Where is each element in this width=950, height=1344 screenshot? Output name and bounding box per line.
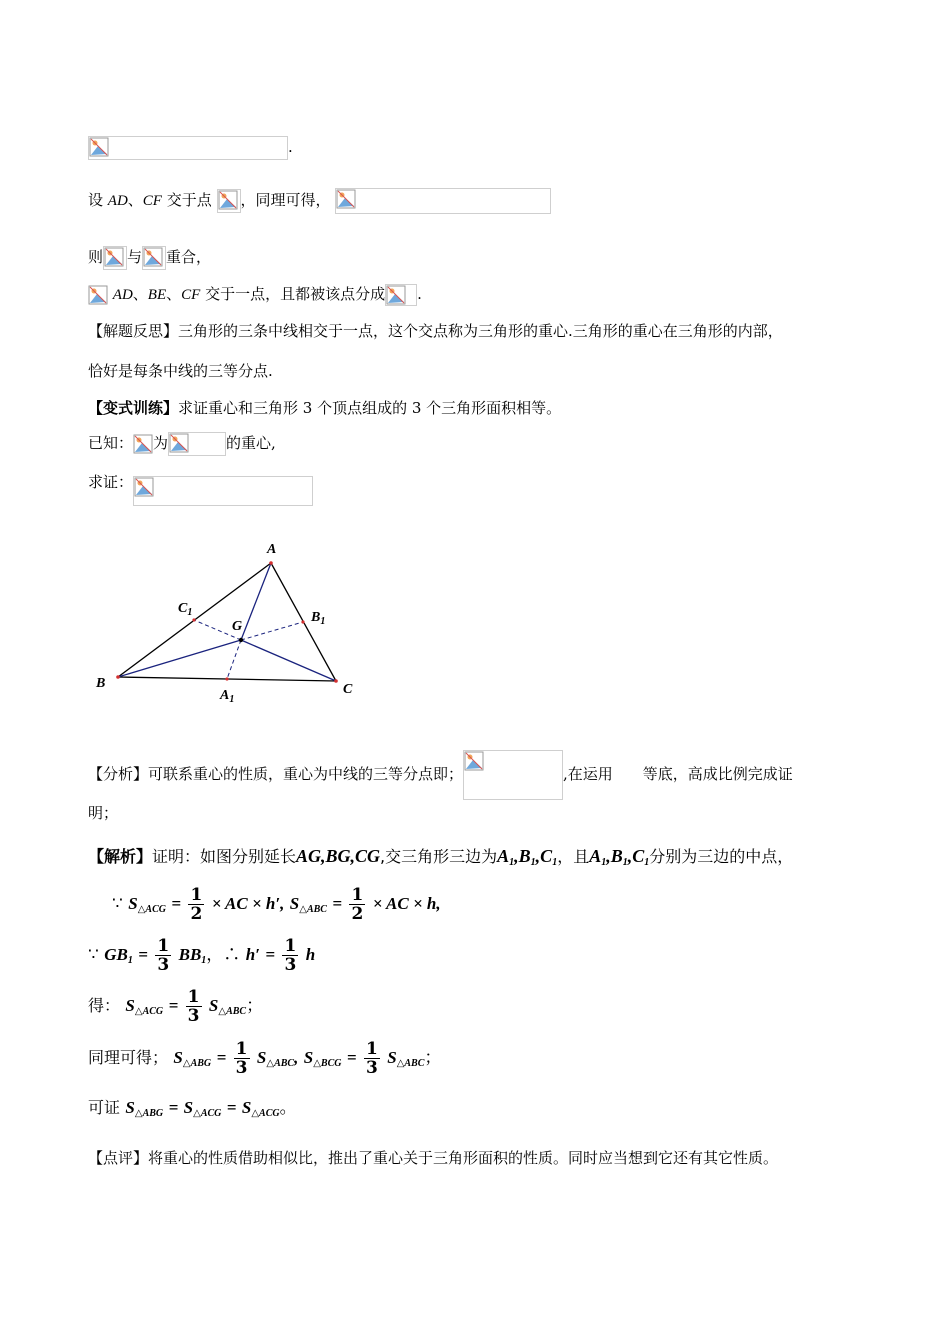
- formula-result: 得： $S_{\triangle ACG}$ = $\frac{1}{3}$ $S_{\triangle ABC}$；: [88, 987, 264, 1026]
- point-c: [334, 679, 338, 683]
- reflection-line-2: 恰好是每条中线的三等分点.: [88, 362, 273, 380]
- broken-image-icon: [168, 432, 226, 456]
- triangle-figure: [90, 535, 370, 715]
- label-a: A: [267, 542, 277, 557]
- point-a1: [225, 677, 228, 680]
- analysis-line-2: 明；: [88, 804, 119, 822]
- given-line: 已知： 为 的重心,: [88, 432, 276, 456]
- label-b: B: [96, 676, 106, 691]
- broken-image-icon: [142, 246, 166, 270]
- formula-gb1: ∵ $GB_1$ = $\frac{1}{3}$ $BB_1$，∴ h′ = $\frac{1}{3}$ h: [88, 936, 316, 975]
- broken-image-icon: [335, 188, 551, 214]
- comment-line: 【点评】将重心的性质借助相似比，推出了重心关于三角形面积的性质。同时应当想到它还有其它性质。: [88, 1149, 779, 1167]
- solution-line: 【解析】证明：如图分别延长AG,BG,CG,交三角形三边为$A_1,B_1,C_1$，且$A_1,B_1,C_1$分别为三边的中点，: [88, 846, 794, 868]
- broken-image-icon: [88, 136, 288, 160]
- point-c1: [192, 618, 195, 621]
- formula-similarly: 同理可得； $S_{\triangle ABG}$ = $\frac{1}{3}$ $S_{\triangle ABC}$, $S_{\triangle BCG}$ = $\frac{1}{3}$ $S_{\triangle ABC}$；: [88, 1039, 442, 1078]
- formula-conclusion: 可证 $S_{\triangle ABG} = S_{\triangle ACG} = S_{\triangle ACG}$。: [88, 1098, 297, 1119]
- label-c: C: [343, 682, 353, 697]
- prove-line: 求证：: [88, 472, 313, 506]
- point-a: [269, 561, 273, 565]
- broken-image-icon: [133, 434, 153, 454]
- variant-training-line: 【变式训练】求证重心和三角形 3 个顶点组成的 3 个三角形面积相等。: [88, 399, 562, 417]
- formula-area-acg: ∵ $S_{\triangle ACG}$ = $\frac{1}{2}$ × AC × h′, $S_{\triangle ABC}$ = $\frac{1}{2}$ × AC × h,: [112, 885, 441, 924]
- analysis-line: 【分析】可联系重心的性质，重心为中线的三等分点即； ,在运用 等底，高成比例完成证: [88, 750, 793, 800]
- point-b1: [301, 620, 304, 623]
- label-a1: $A_1$: [220, 688, 235, 705]
- broken-image-icon: [217, 189, 241, 213]
- reflection-line-1: 【解题反思】三角形的三条中线相交于一点，这个交点称为三角形的重心.三角形的重心在三角形的内部，: [88, 322, 783, 340]
- extension-gb1: [241, 622, 303, 640]
- point-g: [239, 638, 243, 642]
- label-g: G: [232, 619, 243, 634]
- broken-image-icon: [103, 246, 127, 270]
- broken-image-icon: [463, 750, 563, 800]
- broken-image-icon: [133, 476, 313, 506]
- broken-image-icon: [88, 285, 108, 305]
- extension-ga1: [227, 640, 241, 679]
- broken-image-icon: [385, 284, 417, 306]
- line-4: AD、BE、CF 交于一点，且都被该点分成 .: [88, 284, 422, 306]
- label-b1: $B_1$: [311, 610, 326, 627]
- point-b: [116, 675, 120, 679]
- line-1: [88, 136, 293, 160]
- line-3: 则 与 重合，: [88, 246, 211, 270]
- segment-bg: [118, 640, 241, 677]
- label-c1: $C_1$: [178, 601, 193, 618]
- segment-cg: [241, 640, 336, 681]
- line-2: 设 AD、CF 交于点 ，同理可得，: [88, 188, 551, 214]
- period: .: [288, 138, 293, 156]
